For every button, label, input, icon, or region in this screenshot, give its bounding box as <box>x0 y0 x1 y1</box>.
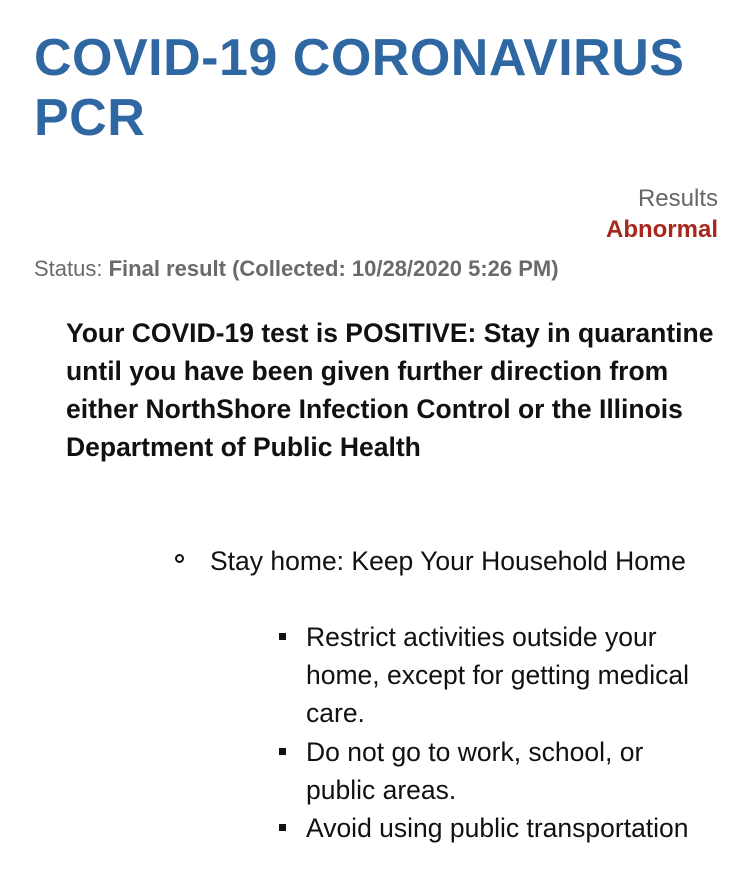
status-line <box>34 254 559 284</box>
status-label: Status: <box>34 256 103 281</box>
square-bullet-icon <box>279 633 286 640</box>
sub-instruction-no-work-school: Do not go to work, school, or public areas. <box>306 737 644 805</box>
collected-datetime: (Collected: 10/28/2020 5:26 PM) <box>232 256 559 281</box>
instruction-item-stay-home: Stay home: Keep Your Household Home <box>210 546 686 576</box>
page-title: COVID-19 CORONAVIRUS PCR <box>34 29 685 147</box>
square-bullet-icon <box>279 824 286 831</box>
status-value: Final result <box>108 256 226 281</box>
sub-instruction-avoid-transit: Avoid using public transportation <box>306 813 689 843</box>
results-flag-abnormal: Abnormal <box>605 216 718 243</box>
square-bullet-icon <box>279 748 286 755</box>
sub-instruction-restrict-activities: Restrict activities outside your home, except for getting medical care. <box>306 622 689 728</box>
result-message: Your COVID-19 test is POSITIVE: Stay in quarantine until you have been given further direction from either NorthShore Infection Control or the Illinois Department of Public Health <box>66 318 714 462</box>
results-label: Results <box>637 185 718 212</box>
circle-bullet-icon <box>175 554 184 563</box>
